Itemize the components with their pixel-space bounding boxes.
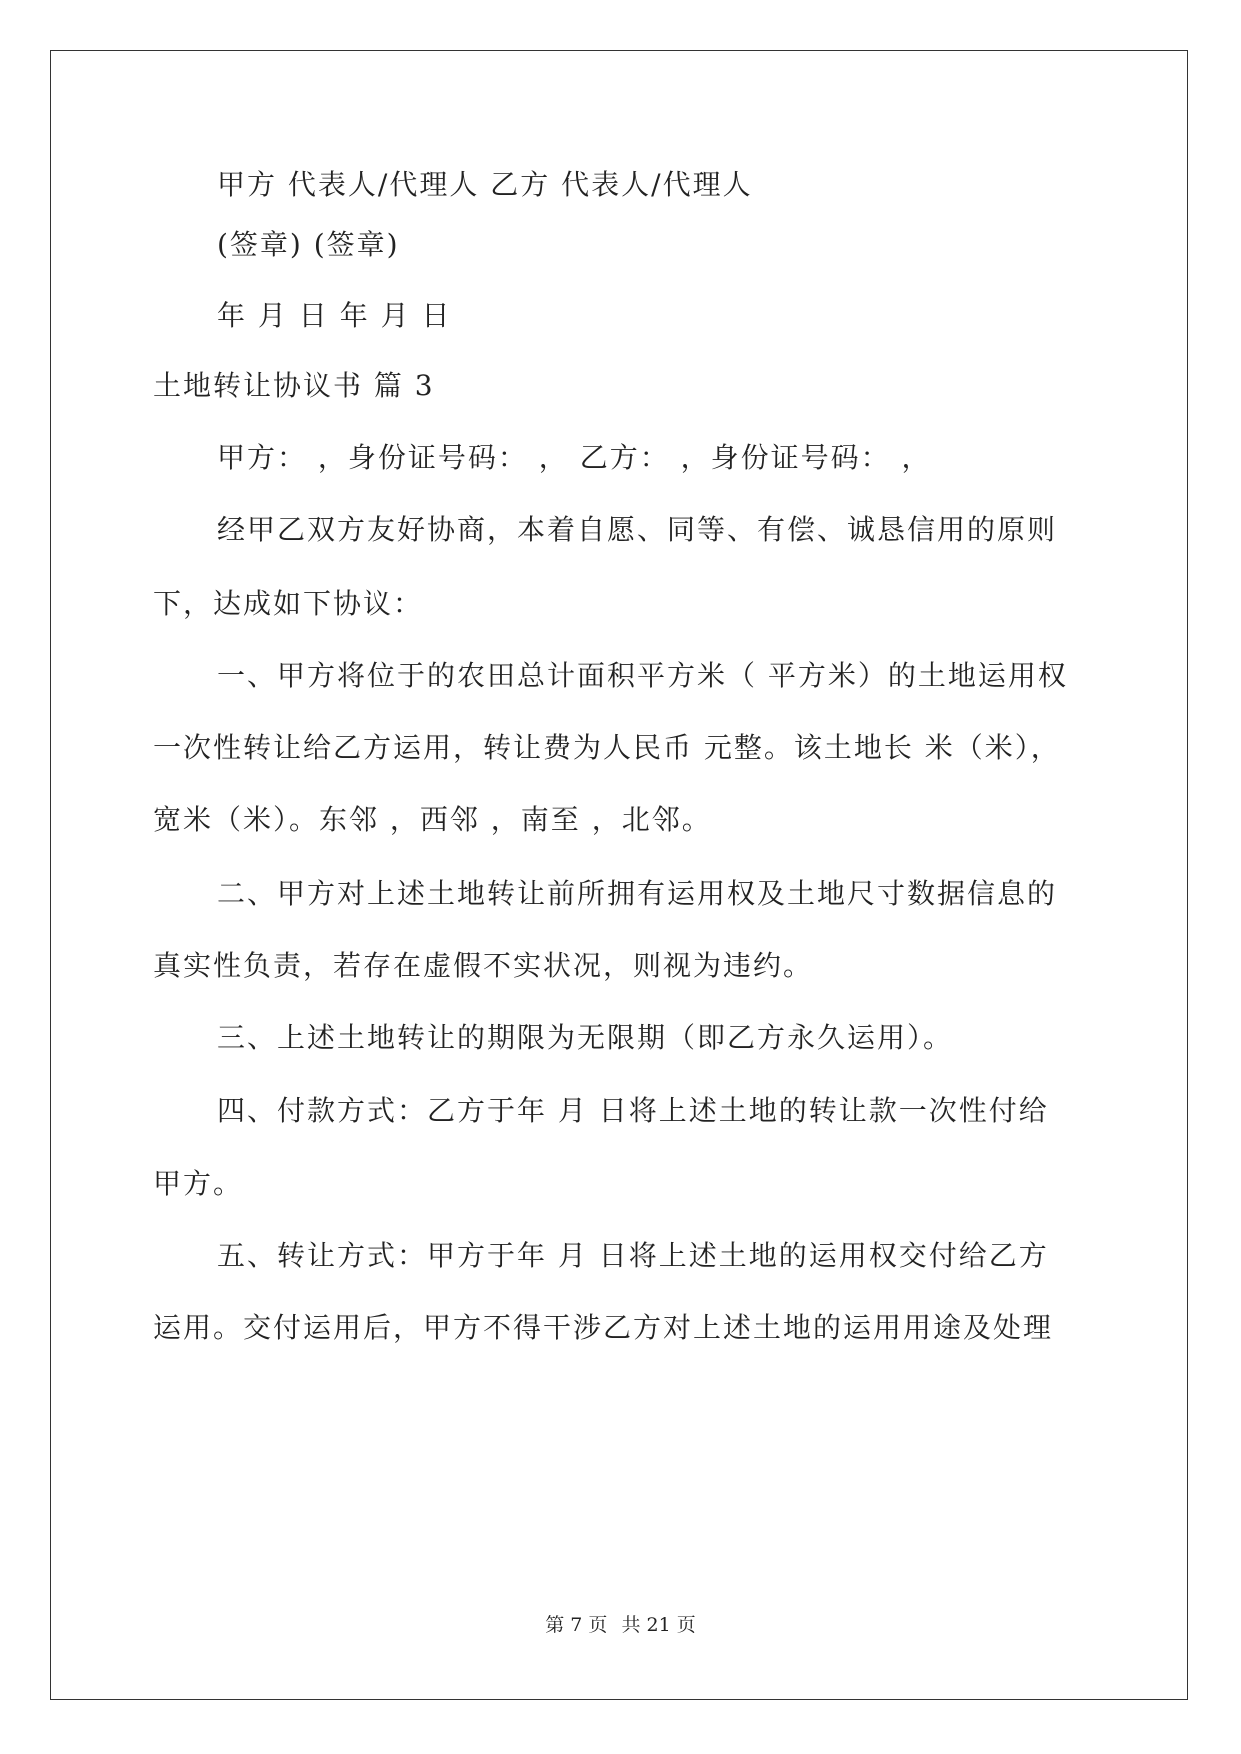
parties-id-line: 甲方： ，身份证号码： ， 乙方： ，身份证号码： ， xyxy=(217,441,932,474)
clause-1-line-1: 一、甲方将位于的农田总计面积平方米（ 平方米）的土地运用权 xyxy=(217,659,1068,692)
page-footer xyxy=(0,1610,1241,1637)
clause-4-line-2: 甲方。 xyxy=(153,1167,244,1200)
clause-3-line-1: 三、上述土地转让的期限为无限期（即乙方永久运用）。 xyxy=(217,1021,954,1054)
date-line: 年 月 日 年 月 日 xyxy=(217,299,452,332)
clause-4-line-1: 四、付款方式：乙方于年 月 日将上述土地的转让款一次性付给 xyxy=(217,1094,1049,1127)
clause-1-line-3: 宽米（米）。东邻 ，西邻 ，南至 ，北邻。 xyxy=(153,803,712,836)
clause-2-line-1: 二、甲方对上述土地转让前所拥有运用权及土地尺寸数据信息的 xyxy=(217,877,1058,910)
section-heading: 土地转让协议书 篇 3 xyxy=(153,369,435,402)
page-number: 第 7 页 xyxy=(545,1614,608,1636)
seal-line: (签章) (签章) xyxy=(217,228,400,261)
paragraph-intro-line-2: 下，达成如下协议： xyxy=(153,587,424,620)
clause-2-line-2: 真实性负责，若存在虚假不实状况，则视为违约。 xyxy=(153,949,814,982)
page-total: 共 21 页 xyxy=(621,1614,696,1636)
signature-parties-line: 甲方 代表人/代理人 乙方 代表人/代理人 xyxy=(217,168,753,201)
clause-1-line-2: 一次性转让给乙方运用，转让费为人民币 元整。该土地长 米（米）， xyxy=(153,731,1061,764)
paragraph-intro-line-1: 经甲乙双方友好协商，本着自愿、同等、有偿、诚恳信用的原则 xyxy=(217,513,1058,546)
clause-5-line-1: 五、转让方式：甲方于年 月 日将上述土地的运用权交付给乙方 xyxy=(217,1239,1049,1272)
clause-5-line-2: 运用。交付运用后，甲方不得干涉乙方对上述土地的运用用途及处理 xyxy=(153,1311,1054,1344)
